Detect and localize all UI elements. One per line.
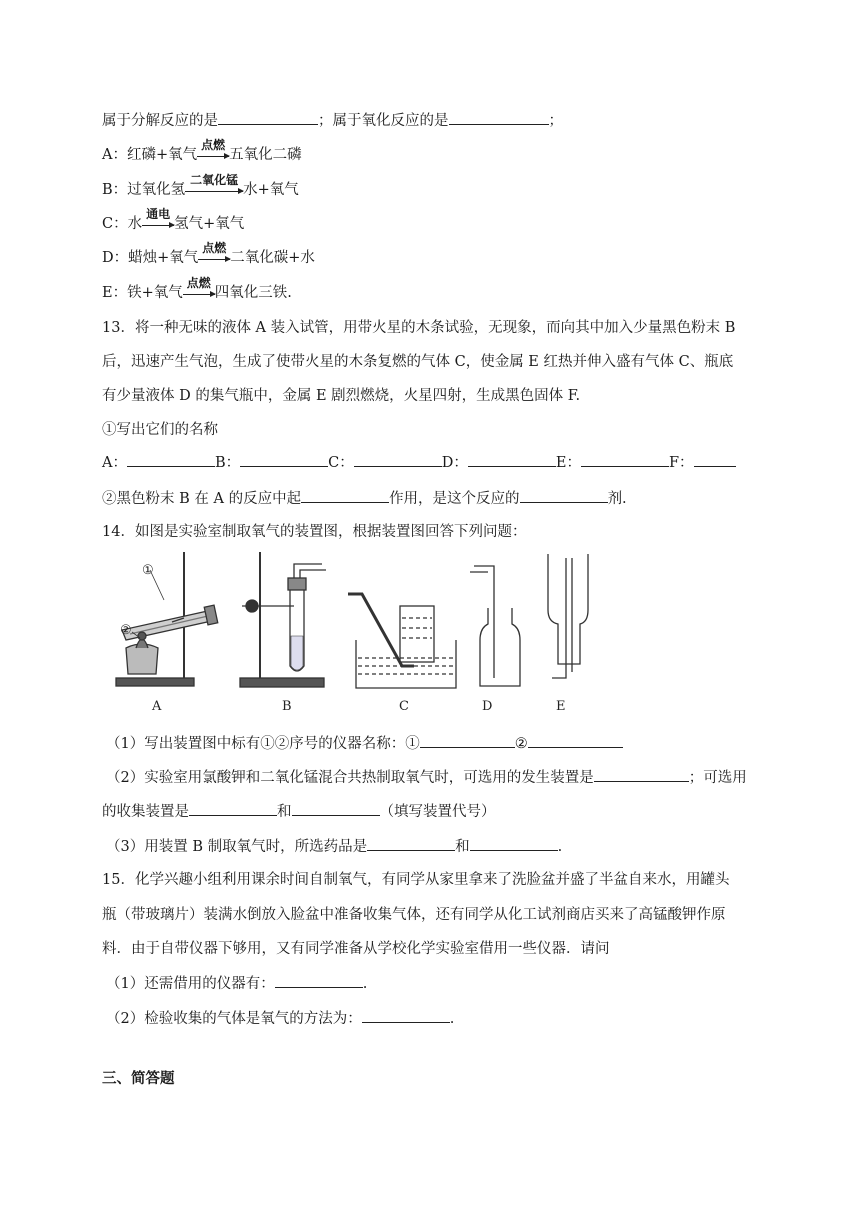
q13-sub1: ①写出它们的名称 (102, 422, 218, 438)
answer-blank[interactable] (218, 110, 318, 125)
marker-1: ① (142, 563, 154, 578)
reaction-arrow: 二氧化锰 (185, 180, 243, 200)
reaction-arrow: 点燃 (198, 248, 230, 268)
apparatus-a (116, 552, 218, 686)
reaction-b: B：过氧化氢 二氧化锰 水+氧气 (102, 173, 299, 198)
answer-blank[interactable] (528, 733, 623, 748)
apparatus-figure (112, 548, 592, 718)
answer-blank[interactable] (301, 488, 389, 503)
name-blank-e[interactable] (581, 452, 669, 467)
answer-blank[interactable] (367, 836, 455, 851)
name-blank-d[interactable] (468, 452, 556, 467)
apparatus-e (548, 554, 588, 678)
name-blank-a[interactable] (127, 452, 215, 467)
q15-line-1: 15．化学兴趣小组利用课余时间自制氧气，有同学从家里拿来了洗脸盆并盛了半盆自来水，用罐头 (102, 872, 730, 888)
figure-label-b: B (282, 699, 292, 714)
answer-blank[interactable] (470, 836, 558, 851)
q12-intro: 属于分解反应的是 ；属于氧化反应的是 ； (102, 110, 563, 131)
figure-label-c: C (399, 699, 409, 714)
marker-2: ② (120, 623, 132, 638)
reaction-e: E：铁+氧气 点燃 四氧化三铁. (102, 276, 292, 301)
reaction-arrow: 通电 (142, 214, 174, 234)
q14-part2-line2: 的收集装置是 和 （填写装置代号） (102, 801, 496, 822)
name-blank-c[interactable] (354, 452, 442, 467)
figure-label-a: A (152, 699, 162, 714)
apparatus-d (470, 566, 520, 686)
answer-blank[interactable] (275, 973, 363, 988)
section-heading: 三、简答题 (102, 1071, 175, 1087)
reaction-c: C：水 通电 氢气+氧气 (102, 207, 245, 232)
q13-sub2: ②黑色粉末 B 在 A 的反应中起 作用，是这个反应的 剂. (102, 488, 627, 509)
q14-title: 14．如图是实验室制取氧气的装置图，根据装置图回答下列问题： (102, 524, 527, 540)
reaction-a: A：红磷+氧气 点燃 五氧化二磷 (102, 138, 302, 163)
q13-line-1: 13．将一种无味的液体 A 装入试管，用带火星的木条试验，无现象，而向其中加入少量黑色粉末 B (102, 320, 736, 336)
figure-label-d: D (482, 699, 493, 714)
q15-part2: （2）检验收集的气体是氧气的方法为： . (106, 1008, 454, 1029)
q14-part2-line1: （2）实验室用氯酸钾和二氧化锰混合共热制取氧气时，可选用的发生装置是 ；可选用 (106, 767, 747, 788)
answer-blank[interactable] (189, 801, 277, 816)
q13-line-2: 后，迅速产生气泡，生成了使带火星的木条复燃的气体 C，使金属 E 红热并伸入盛有气体 C、瓶底 (102, 354, 734, 370)
answer-blank[interactable] (420, 733, 515, 748)
q15-line-3: 料．由于自带仪器下够用，又有同学准备从学校化学实验室借用一些仪器．请问 (102, 941, 610, 957)
q15-line-2: 瓶（带玻璃片）装满水倒放入脸盆中准备收集气体，还有同学从化工试剂商店买来了高锰酸钾作原 (102, 907, 726, 923)
name-blank-f[interactable] (694, 452, 736, 467)
answer-blank[interactable] (520, 488, 608, 503)
answer-blank[interactable] (292, 801, 380, 816)
answer-blank[interactable] (362, 1008, 450, 1023)
q13-names-row: A： B： C： D： E： F： (102, 452, 736, 473)
apparatus-c (348, 594, 456, 688)
reaction-arrow: 点燃 (183, 283, 215, 303)
q13-line-3: 有少量液体 D 的集气瓶中，金属 E 剧烈燃烧，火星四射，生成黑色固体 F. (102, 388, 581, 404)
answer-blank[interactable] (449, 110, 549, 125)
reaction-d: D：蜡烛+氧气 点燃 二氧化碳+水 (102, 241, 315, 266)
name-blank-b[interactable] (240, 452, 328, 467)
q14-part1: （1）写出装置图中标有①②序号的仪器名称：① ② (106, 733, 623, 754)
figure-label-e: E (556, 699, 566, 714)
answer-blank[interactable] (594, 767, 689, 782)
q15-part1: （1）还需借用的仪器有： . (106, 973, 367, 994)
q14-part3: （3）用装置 B 制取氧气时，所选药品是 和 . (106, 836, 562, 857)
reaction-arrow: 点燃 (197, 145, 229, 165)
apparatus-b (240, 552, 326, 687)
